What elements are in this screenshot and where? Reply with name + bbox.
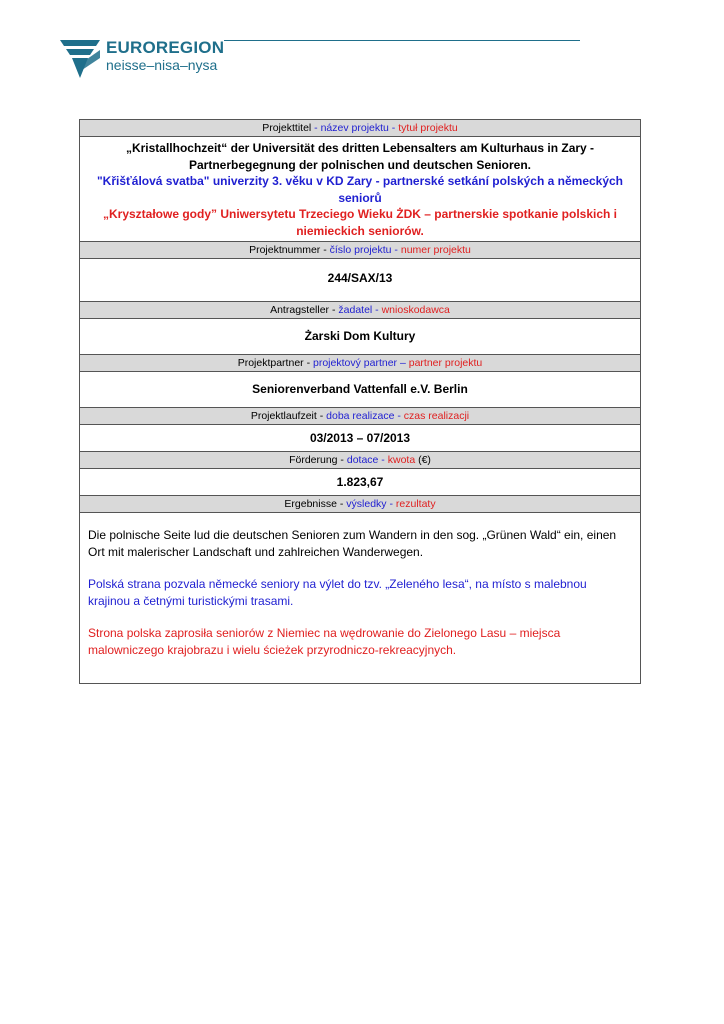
applicant: Żarski Dom Kultury (80, 319, 640, 355)
applicant-header-de: Antragsteller (270, 304, 330, 316)
sep: - (378, 454, 388, 466)
sep: - (394, 410, 404, 422)
euroregion-logo-icon (58, 38, 102, 80)
partner-header-cz: projektový partner (313, 357, 398, 369)
sep: - (320, 244, 330, 256)
sep: - (386, 498, 396, 510)
duration-header-de: Projektlaufzeit (250, 410, 317, 422)
sep: - (329, 304, 339, 316)
sep: - (336, 498, 347, 510)
results-de: Die polnische Seite lud die deutschen Senioren zum Wandern in den sog. „Grünen Wald“ ein, einen Ort mit malerischer Landschaft und zahlreichen Wanderwegen. (88, 528, 617, 559)
duration-header-pl: czas realizacji (403, 410, 470, 422)
number-header-de: Projektnummer (249, 244, 321, 256)
duration-header (80, 408, 640, 425)
sep: - (391, 244, 401, 256)
project-partner: Seniorenverband Vattenfall e.V. Berlin (80, 372, 640, 408)
partner-header-pl: partner projektu (408, 357, 483, 369)
project-title-de: „Kristallhochzeit“ der Universität des dritten Lebensalters am Kulturhaus in Zary - Partnerbegegnung der polnischen und deutschen Senioren. (125, 141, 595, 172)
project-table (79, 119, 641, 684)
number-header (80, 242, 640, 259)
number-header-pl: numer projektu (400, 244, 471, 256)
funding-currency: (€) (415, 454, 431, 466)
sep: - (316, 410, 327, 422)
results-body (80, 513, 640, 683)
title-header-de: Projekttitel (262, 122, 312, 134)
project-title-pl: „Kryształowe gody” Uniwersytetu Trzeciego Wieku ŻDK – partnerskie spotkanie polskich i niemieckich seniorów. (102, 207, 618, 238)
project-title-cz: "Křišťálová svatba" univerzity 3. věku v KD Zary - partnerské setkání polských a německých seniorů (96, 174, 624, 205)
sep: - (372, 304, 382, 316)
sep: - (337, 454, 347, 466)
results-header-de: Ergebnisse (284, 498, 337, 510)
sep: - (311, 122, 321, 134)
funding-header (80, 452, 640, 469)
applicant-header-cz: žadatel (338, 304, 373, 316)
results-header-cz: výsledky (346, 498, 387, 510)
sep: – (397, 357, 409, 369)
duration-header-cz: doba realizace (326, 410, 395, 422)
header-divider (224, 40, 580, 41)
logo-subtitle: neisse–nisa–nysa (106, 57, 218, 73)
funding-header-pl: kwota (387, 454, 416, 466)
logo-title: EUROREGION (106, 38, 225, 57)
title-header (80, 120, 640, 137)
euroregion-logo (58, 38, 258, 84)
project-title (80, 137, 640, 242)
funding-header-de: Förderung (289, 454, 338, 466)
sep: - (388, 122, 399, 134)
results-cz: Polská strana pozvala německé seniory na výlet do tzv. „Zeleného lesa“, na místo s malebnou krajinou a četnými turistickými trasami. (88, 577, 587, 608)
applicant-header-pl: wnioskodawca (381, 304, 450, 316)
partner-header (80, 355, 640, 372)
funding-amount: 1.823,67 (80, 469, 640, 496)
results-header-pl: rezultaty (395, 498, 436, 510)
partner-header-de: Projektpartner (237, 357, 304, 369)
applicant-header (80, 302, 640, 319)
funding-header-cz: dotace (346, 454, 379, 466)
number-header-cz: číslo projektu (329, 244, 392, 256)
title-header-pl: tytuł projektu (398, 122, 458, 134)
results-pl: Strona polska zaprosiła seniorów z Niemiec na wędrowanie do Zielonego Lasu – miejsca malowniczego krajobrazu i wielu ścieżek przyrodniczo-rekreacyjnych. (88, 626, 561, 657)
sep: - (303, 357, 313, 369)
project-number: 244/SAX/13 (80, 259, 640, 302)
results-header (80, 496, 640, 513)
title-header-cz: název projektu (320, 122, 389, 134)
project-duration: 03/2013 – 07/2013 (80, 425, 640, 452)
